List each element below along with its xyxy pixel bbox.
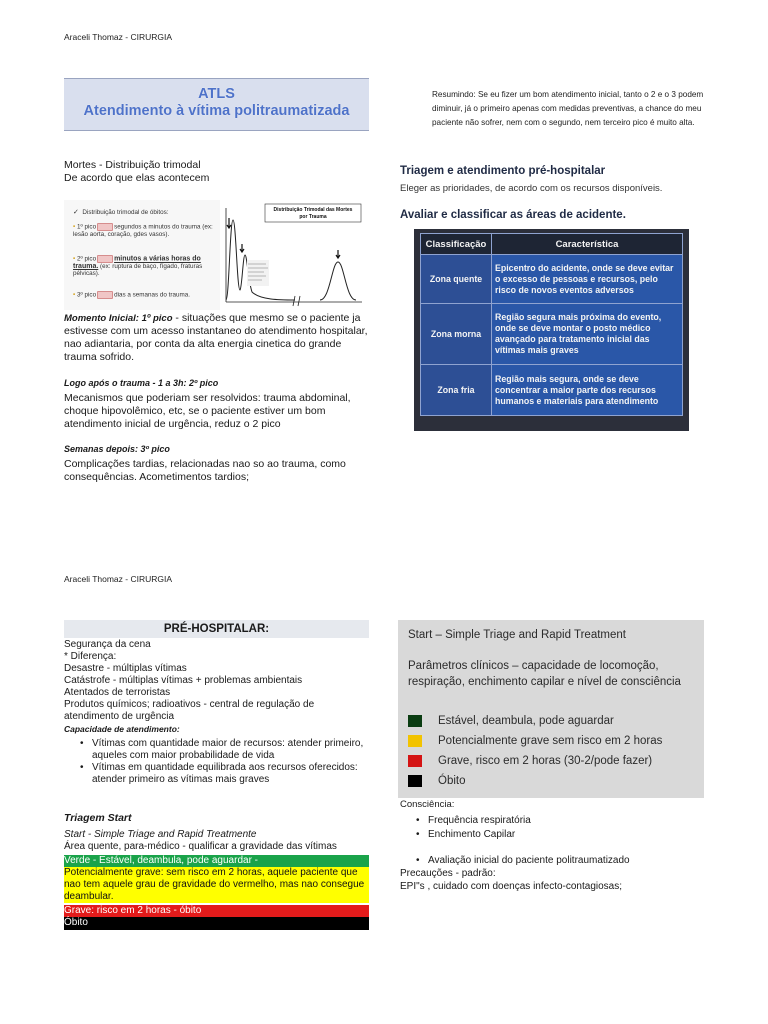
table-row (421, 304, 683, 365)
chart-title-line2: por Trauma (299, 214, 327, 220)
zone-name: Zona fria (421, 365, 492, 416)
momento-inicial-paragraph (64, 312, 369, 364)
table-header: Classificação (421, 234, 492, 255)
classification-table-image (414, 229, 689, 431)
epis-text: EPI"s , cuidado com doenças infecto-contagiosas; (400, 881, 623, 892)
band-preto: Óbito (64, 917, 369, 930)
prehosp-line: Atentados de terroristas (64, 687, 171, 698)
prehosp-line: * Diferença: (64, 651, 117, 662)
figure-peak-3: • 3º pico dias a semanas do trauma. (73, 291, 191, 299)
zone-description: Epicentro do acidente, onde se deve evitar o excesso de pessoas e recursos, pelo risco de novos eventos adversos (492, 255, 683, 304)
logo-text: Mecanismos que poderiam ser resolvidos: trauma abdominal, choque hipovolêmico, etc, se o paciente estiver um bom atendimento inicial de urgência, reduz o 2 pico (64, 392, 351, 430)
figure-peak-2: • 2º pico minutos a várias horas do trauma. (ex: ruptura de baço, fígado, fraturas pélvicas). (73, 255, 203, 278)
semanas-label: Semanas depois: 3º pico (64, 444, 170, 454)
trimodal-curve-svg (220, 200, 366, 310)
arrow-right-icon (97, 291, 113, 299)
yellow-square-icon (408, 735, 422, 747)
zone-name: Zona quente (421, 255, 492, 304)
capacidade-list (64, 738, 369, 786)
atls-title: ATLS (198, 86, 235, 102)
mortes-block (64, 159, 369, 185)
legend-item: Óbito (408, 771, 662, 791)
legend-item: Estável, deambula, pode aguardar (408, 711, 662, 731)
area-quente: Área quente, para-médico - qualificar a gravidade das vítimas (64, 841, 337, 852)
logo-label: Logo após o trauma - 1 a 3h: 2º pico (64, 378, 219, 388)
capacidade-label: Capacidade de atendimento: (64, 724, 180, 734)
list-item: • Enchimento Capilar (410, 828, 700, 842)
triagem-title: Triagem e atendimento pré-hospitalar (400, 165, 606, 177)
list-item: • Frequência respiratória (410, 814, 700, 828)
atls-subtitle: Atendimento à vítima politraumatizada (83, 103, 350, 119)
consciencia-list (410, 814, 700, 842)
momento-text: - situações que mesmo se o paciente ja estivesse com um acesso instantaneo do atendimento hospitalar, nao adiantaria, por conta da alta energia cinetica do grande trauma sofrido. (64, 312, 368, 363)
prehosp-lines (64, 639, 369, 786)
band-amarelo: Potencialmente grave: sem risco em 2 horas, aquele paciente que nao tem aquele grau de gravidade do vermelho, mas nao consegue deambular. (64, 867, 369, 903)
atls-title-box (64, 78, 369, 130)
trimodal-figure-text (64, 200, 220, 310)
list-item: • Vítimas com quantidade maior de recursos: atender primeiro, aqueles com maior probabilidade de vida (74, 738, 369, 762)
start-legend (408, 711, 662, 791)
author-header: Araceli Thomaz - CIRURGIA (64, 32, 173, 42)
legend-item: Grave, risco em 2 horas (30-2/pode fazer) (408, 751, 662, 771)
avaliacao-list (410, 854, 700, 868)
resumindo-text: Resumindo: Se eu fizer um bom atendimento inicial, tanto o 2 e o 3 podem diminuir, já o primeiro apenas com medidas preventivas, a chance do meu paciente não sofrer, nem com o segundo, nem terceiro pico é muito alta. (432, 90, 704, 127)
table-row (421, 365, 683, 416)
prehosp-line: Segurança da cena (64, 639, 151, 650)
legend-item: Potencialmente grave sem risco em 2 horas (408, 731, 662, 751)
table-row (421, 255, 683, 304)
trimodal-chart (220, 200, 366, 310)
list-item: • Vítimas em quantidade equilibrada aos recursos oferecidos: atender primeiro as vítimas mais graves (74, 762, 369, 786)
semanas-text: Complicações tardias, relacionadas nao so ao trauma, como consequências. Acometimentos tardios; (64, 458, 346, 483)
prehosp-line: Catástrofe - múltiplas vítimas + problemas ambientais (64, 675, 303, 686)
start-italic: Start - Simple Triage and Rapid Treatmente (64, 829, 257, 840)
start-box-title: Start – Simple Triage and Rapid Treatment (408, 629, 626, 641)
precaucoes-block (400, 867, 622, 893)
mortes-line1: Mortes - Distribuição trimodal (64, 159, 201, 171)
table-header: Característica (492, 234, 683, 255)
figure-heading: ✓ Distribuição trimodal de óbitos: (73, 209, 169, 216)
momento-label: Momento Inicial: 1º pico (64, 313, 173, 324)
avaliar-title: Avaliar e classificar as áreas de acidente. (400, 209, 626, 221)
list-item: • Avaliação inicial do paciente politraumatizado (410, 854, 700, 868)
red-square-icon (408, 755, 422, 767)
arrow-right-icon (97, 255, 113, 263)
start-box-params: Parâmetros clínicos – capacidade de locomoção, respiração, enchimento capilar e nível de consciência (408, 660, 681, 688)
start-lines (64, 829, 369, 853)
prehosp-line: Produtos químicos; radioativos - central de regulação de atendimento de urgência (64, 699, 315, 722)
precaucoes-label: Precauções - padrão: (400, 868, 496, 879)
zone-description: Região segura mais próxima do evento, onde se deve montar o posto médico avançado para tratamento inicial das vítimas mais graves (492, 304, 683, 365)
consciencia-label: Consciência: (400, 799, 455, 810)
start-info-box (398, 620, 704, 798)
arrow-right-icon (97, 223, 113, 231)
chart-title-line1: Distribuição Trimodal das Mortes (273, 207, 353, 213)
divider (64, 130, 369, 131)
black-square-icon (408, 775, 422, 787)
band-vermelho: Grave: risco em 2 horas - óbito (64, 905, 369, 917)
band-verde: Verde - Estável, deambula, pode aguardar - (64, 855, 369, 867)
author-header: Araceli Thomaz - CIRURGIA (64, 574, 173, 584)
classification-table (420, 233, 683, 416)
green-square-icon (408, 715, 422, 727)
zone-description: Região mais segura, onde se deve concentrar a maior parte dos recursos humanos e materiais para atendimento (492, 365, 683, 416)
figure-peak-1: • 1º pico segundos a minutos do trauma (ex: lesão aorta, coração, gdes vasos). (73, 223, 213, 239)
triagem-text: Eleger as prioridades, de acordo com os recursos disponíveis. (400, 183, 663, 194)
triagem-start-heading: Triagem Start (64, 812, 132, 824)
prehosp-title: PRÉ-HOSPITALAR: (64, 620, 369, 638)
mortes-line2: De acordo que elas acontecem (64, 172, 210, 184)
zone-name: Zona morna (421, 304, 492, 365)
prehosp-line: Desastre - múltiplas vítimas (64, 663, 187, 674)
